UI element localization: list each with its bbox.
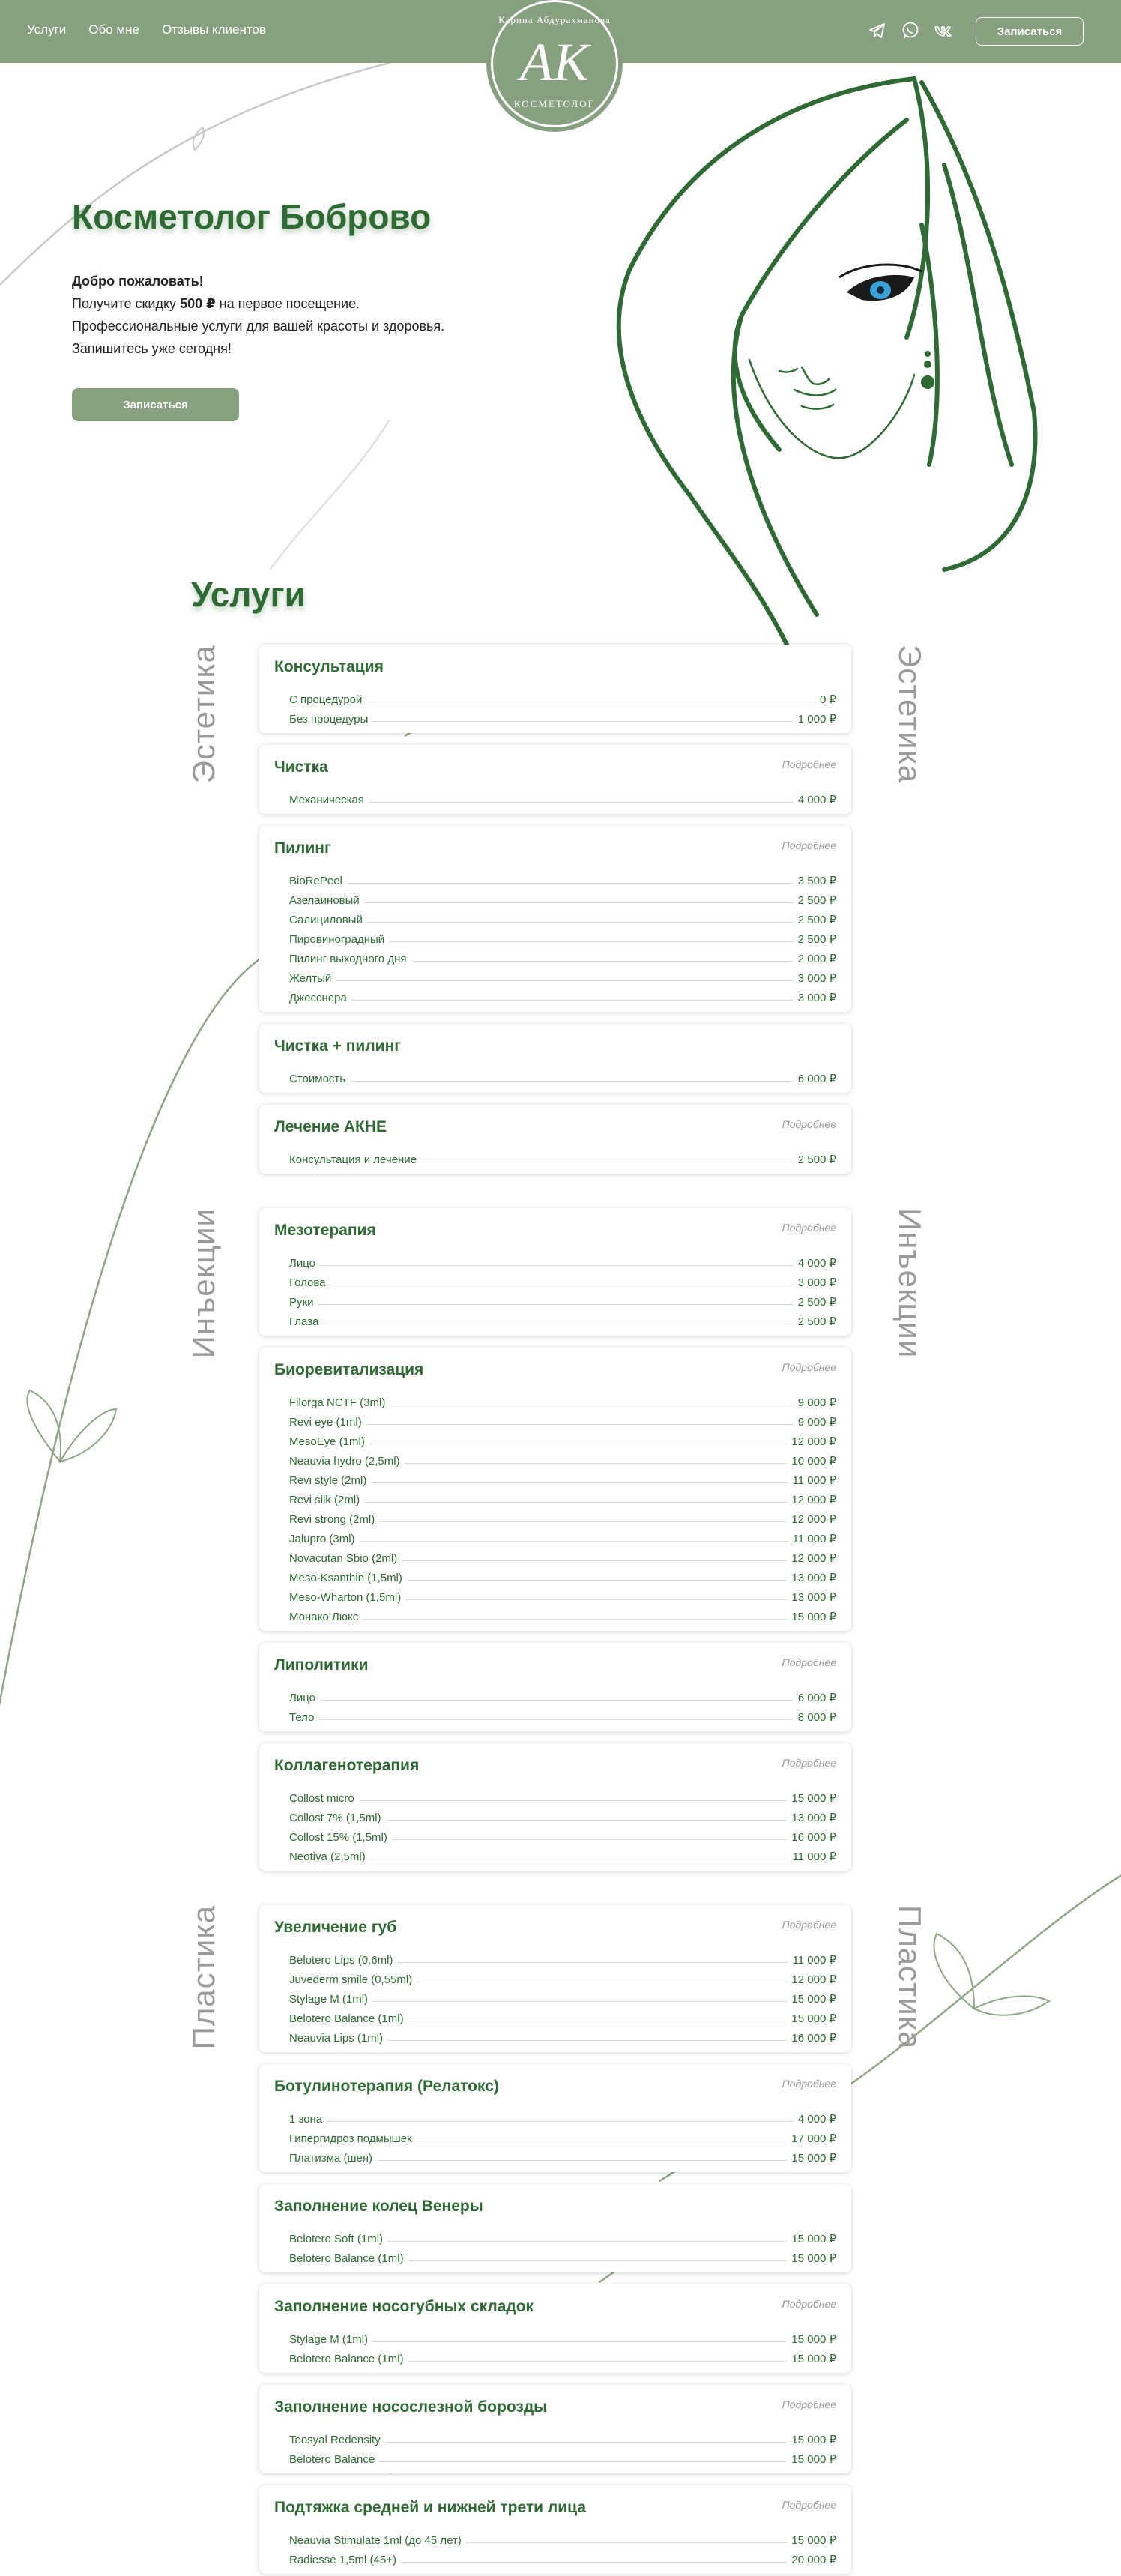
price-row (289, 887, 836, 907)
service-price: 13 000 ₽ (791, 1812, 836, 1824)
service-name: Revi style (2ml) (289, 1474, 367, 1487)
price-row (289, 1565, 836, 1584)
service-price: 12 000 ₽ (791, 1494, 836, 1506)
telegram-icon[interactable] (868, 21, 887, 40)
service-name: Салициловый (289, 914, 363, 926)
service-name: Belotero Lips (0,6ml) (289, 1954, 393, 1967)
more-link[interactable]: Подробнее (782, 1361, 836, 1373)
price-divider (372, 2341, 787, 2342)
nav-link-reviews[interactable]: Отзывы клиентов (161, 22, 266, 37)
price-row (289, 1409, 836, 1429)
service-name: Collost micro (289, 1792, 354, 1805)
service-name: Meso-Wharton (1,5ml) (289, 1591, 402, 1604)
price-divider (350, 1081, 794, 1082)
price-row (289, 2245, 836, 2265)
service-card (259, 645, 851, 733)
more-link[interactable]: Подробнее (782, 839, 836, 851)
price-row (289, 2126, 836, 2145)
category-aesthetics-left: Эстетика (186, 645, 221, 784)
service-card-title: Увеличение губ (274, 1919, 397, 1936)
service-card-title: Заполнение носослезной борозды (274, 2398, 548, 2416)
service-price: 15 000 ₽ (791, 2453, 836, 2466)
price-divider (318, 1304, 793, 1305)
service-price: 3 000 ₽ (797, 992, 836, 1004)
service-card (259, 2385, 851, 2473)
price-row (289, 907, 836, 926)
vk-icon[interactable] (934, 21, 953, 40)
nav-link-about[interactable]: Обо мне (88, 22, 139, 37)
price-list (274, 2106, 836, 2165)
service-price: 10 000 ₽ (791, 1455, 836, 1468)
price-list (274, 1390, 836, 1623)
header-book-button[interactable]: Записаться (976, 17, 1084, 46)
service-name: Revi eye (1ml) (289, 1416, 362, 1429)
price-divider (411, 961, 794, 962)
service-card-title: Ботулинотерапия (Релатокс) (274, 2078, 499, 2095)
price-row (289, 946, 836, 965)
price-row (289, 1584, 836, 1604)
price-row (289, 2346, 836, 2365)
service-name: Пировиноградный (289, 933, 385, 946)
price-divider (405, 1463, 788, 1464)
service-price: 4 000 ₽ (797, 1257, 836, 1270)
service-price: 15 000 ₽ (791, 1792, 836, 1805)
price-divider (372, 2001, 787, 2002)
service-name: Консультация и лечение (289, 1153, 417, 1166)
price-divider (372, 721, 793, 722)
price-divider (408, 2361, 788, 2362)
service-card (259, 2284, 851, 2373)
service-price: 2 500 ₽ (797, 914, 836, 926)
service-card (259, 2485, 851, 2574)
service-card (259, 745, 851, 814)
price-row (289, 687, 836, 706)
price-list (274, 1250, 836, 1328)
service-name: Revi strong (2ml) (289, 1513, 375, 1526)
price-list (274, 787, 836, 806)
service-price: 2 500 ₽ (797, 894, 836, 907)
service-price: 15 000 ₽ (791, 1993, 836, 2006)
price-row (289, 706, 836, 726)
service-card-title: Заполнение носогубных складок (274, 2298, 534, 2315)
service-name: С процедурой (289, 693, 363, 706)
price-row (289, 1390, 836, 1409)
category-plastics-right: Пластика (892, 1905, 928, 2050)
price-divider (402, 1560, 787, 1561)
service-card (259, 826, 851, 1012)
price-divider (318, 1719, 793, 1720)
price-list (274, 1066, 836, 1085)
service-name: Без процедуры (289, 713, 369, 726)
service-name: Juvederm smile (0,55ml) (289, 1973, 413, 1986)
more-link[interactable]: Подробнее (782, 2298, 836, 2310)
price-divider (401, 2562, 787, 2563)
service-name: Radiesse 1,5ml (45+) (289, 2554, 396, 2566)
service-name: Neauvia Lips (1ml) (289, 2032, 384, 2045)
service-name: Стоимость (289, 1073, 346, 1085)
price-divider (466, 2542, 788, 2543)
service-name: Teosyal Redensity (289, 2434, 381, 2446)
service-price: 6 000 ₽ (797, 1073, 836, 1085)
service-card-title: Лечение АКНЕ (274, 1118, 387, 1135)
hero-line-2: Профессиональные услуги для вашей красоты и здоровья. (72, 319, 445, 334)
service-price: 3 000 ₽ (797, 1276, 836, 1289)
hero-line-3: Запишитесь уже сегодня! (72, 341, 232, 356)
price-row (289, 1824, 836, 1844)
service-card-title: Подтяжка средней и нижней трети лица (274, 2499, 587, 2516)
service-card-title: Чистка + пилинг (274, 1037, 402, 1055)
hero-text (72, 270, 444, 360)
price-divider (320, 1265, 794, 1266)
more-link[interactable]: Подробнее (782, 758, 836, 770)
price-row (289, 1506, 836, 1526)
service-name: Stylage M (1ml) (289, 1993, 369, 2006)
price-divider (392, 1839, 788, 1840)
hero-discount-line: Получите скидку 500 ₽ на первое посещение. (72, 296, 360, 311)
price-row (289, 1685, 836, 1704)
price-row (289, 1947, 836, 1967)
price-row (289, 2527, 836, 2547)
price-divider (360, 1541, 788, 1542)
service-card-title: Заполнение колец Венеры (274, 2198, 483, 2215)
price-row (289, 985, 836, 1004)
price-row (289, 965, 836, 985)
price-row (289, 2427, 836, 2446)
price-divider (377, 2160, 787, 2161)
logo-monogram: АК (520, 32, 589, 92)
service-name: Лицо (289, 1692, 315, 1704)
service-name: Jalupro (3ml) (289, 1533, 355, 1545)
service-name: Джесснера (289, 992, 347, 1004)
service-price: 20 000 ₽ (791, 2554, 836, 2566)
service-name: Collost 15% (1,5ml) (289, 1831, 387, 1844)
service-price: 12 000 ₽ (791, 1552, 836, 1565)
price-row (289, 1468, 836, 1487)
service-name: Belotero Balance (1ml) (289, 2252, 404, 2265)
service-price: 16 000 ₽ (791, 1831, 836, 1844)
service-card (259, 2184, 851, 2272)
price-row (289, 868, 836, 887)
service-card-title: Биоревитализация (274, 1361, 424, 1378)
price-row (289, 1309, 836, 1328)
price-divider (385, 2442, 788, 2443)
price-divider (387, 2040, 787, 2041)
category-injections-left: Инъекции (186, 1208, 221, 1359)
service-price: 16 000 ₽ (791, 2032, 836, 2045)
service-price: 11 000 ₽ (792, 1954, 836, 1967)
service-price: 15 000 ₽ (791, 2233, 836, 2245)
service-card (259, 1348, 851, 1631)
price-list (274, 2527, 836, 2566)
price-divider (367, 922, 794, 923)
price-row (289, 926, 836, 946)
service-name: Тело (289, 1711, 315, 1724)
service-name: Filorga NCTF (3ml) (289, 1396, 386, 1409)
service-price: 17 000 ₽ (791, 2132, 836, 2145)
price-list (274, 1685, 836, 1724)
category-plastics-left: Пластика (186, 1905, 221, 2050)
price-row (289, 1526, 836, 1545)
category-injections-right: Инъекции (892, 1208, 928, 1359)
service-name: Belotero Balance (1ml) (289, 2353, 404, 2365)
more-link[interactable]: Подробнее (782, 2398, 836, 2410)
price-divider (387, 2241, 787, 2242)
price-divider (366, 1424, 794, 1425)
price-row (289, 787, 836, 806)
service-price: 2 500 ₽ (797, 933, 836, 946)
price-list (274, 1785, 836, 1863)
service-name: Collost 7% (1,5ml) (289, 1812, 381, 1824)
service-name: BioRePeel (289, 875, 342, 887)
service-price: 11 000 ₽ (792, 1474, 836, 1487)
nav-link-services[interactable]: Услуги (27, 22, 67, 37)
price-row (289, 1704, 836, 1724)
service-name: Belotero Balance (1ml) (289, 2012, 404, 2025)
service-name: Meso-Ksanthin (1,5ml) (289, 1572, 402, 1584)
price-row (289, 2106, 836, 2126)
price-row (289, 1270, 836, 1289)
service-card-title: Мезотерапия (274, 1222, 376, 1239)
woman-face-illustration (592, 75, 1042, 645)
price-divider (347, 883, 794, 884)
service-price: 3 500 ₽ (797, 875, 836, 887)
service-price: 15 000 ₽ (791, 1611, 836, 1623)
more-link[interactable]: Подробнее (782, 2499, 836, 2511)
price-list (274, 2427, 836, 2466)
service-price: 2 500 ₽ (797, 1153, 836, 1166)
price-row (289, 2025, 836, 2045)
service-card (259, 1105, 851, 1174)
price-divider (364, 1502, 787, 1503)
price-row (289, 2226, 836, 2245)
price-divider (363, 1619, 787, 1620)
service-name: Neauvia Stimulate 1ml (до 45 лет) (289, 2534, 462, 2547)
price-row (289, 1487, 836, 1506)
service-price: 13 000 ₽ (791, 1591, 836, 1604)
price-divider (320, 1700, 794, 1701)
service-name: Азелаиновый (289, 894, 360, 907)
logo-name: Карина Абдурахманова (498, 14, 611, 25)
service-price: 1 000 ₽ (797, 713, 836, 726)
service-price: 15 000 ₽ (791, 2012, 836, 2025)
service-price: 13 000 ₽ (791, 1572, 836, 1584)
hero-title: Косметолог Боброво (72, 197, 432, 236)
logo-role: КОСМЕТОЛОГ (513, 98, 596, 109)
service-name: Novacutan Sbio (2ml) (289, 1552, 398, 1565)
service-price: 9 000 ₽ (797, 1396, 836, 1409)
price-row (289, 2006, 836, 2025)
service-name: Монако Люкс (289, 1611, 359, 1623)
price-divider (397, 1962, 788, 1963)
service-price: 15 000 ₽ (791, 2152, 836, 2165)
service-card (259, 1905, 851, 2052)
whatsapp-icon[interactable] (901, 21, 920, 40)
category-aesthetics-right: Эстетика (892, 645, 928, 784)
service-price: 4 000 ₽ (797, 794, 836, 806)
price-row (289, 2547, 836, 2566)
price-divider (389, 941, 794, 942)
hero-greeting: Добро пожаловать! (72, 274, 204, 289)
price-row (289, 1147, 836, 1166)
service-price: 15 000 ₽ (791, 2434, 836, 2446)
service-price: 11 000 ₽ (792, 1533, 836, 1545)
price-row (289, 1967, 836, 1986)
more-link[interactable]: Подробнее (782, 1656, 836, 1668)
service-name: Revi silk (2ml) (289, 1494, 360, 1506)
service-price: 15 000 ₽ (791, 2252, 836, 2265)
price-list (274, 2226, 836, 2265)
price-row (289, 1448, 836, 1468)
service-name: Руки (289, 1296, 314, 1309)
more-link[interactable]: Подробнее (782, 1757, 836, 1769)
service-price: 12 000 ₽ (791, 1513, 836, 1526)
service-price: 6 000 ₽ (797, 1692, 836, 1704)
price-divider (405, 1599, 787, 1600)
service-price: 15 000 ₽ (791, 2333, 836, 2346)
service-price: 4 000 ₽ (797, 2113, 836, 2126)
price-divider (408, 2260, 788, 2261)
price-row (289, 1805, 836, 1824)
service-price: 0 ₽ (819, 693, 836, 706)
price-row (289, 1429, 836, 1448)
service-card-title: Консультация (274, 658, 384, 675)
service-card-title: Липолитики (274, 1656, 369, 1674)
price-divider (379, 2461, 787, 2462)
service-price: 9 000 ₽ (797, 1416, 836, 1429)
price-row (289, 1250, 836, 1270)
price-divider (407, 1580, 788, 1581)
service-name: Желтый (289, 972, 332, 985)
service-price: 12 000 ₽ (791, 1435, 836, 1448)
price-row (289, 2145, 836, 2165)
service-card-title: Коллагенотерапия (274, 1757, 420, 1774)
service-card-title: Чистка (274, 758, 328, 776)
service-name: Neauvia hydro (2,5ml) (289, 1455, 400, 1468)
price-row (289, 1844, 836, 1863)
price-divider (327, 2121, 794, 2122)
service-name: 1 зона (289, 2113, 323, 2126)
service-price: 3 000 ₽ (797, 972, 836, 985)
more-link[interactable]: Подробнее (782, 1919, 836, 1931)
service-price: 8 000 ₽ (797, 1711, 836, 1724)
service-name: Пилинг выходного дня (289, 953, 407, 965)
social-links (868, 21, 953, 40)
price-list (274, 1947, 836, 2045)
service-card (259, 1743, 851, 1871)
service-card (259, 1643, 851, 1731)
service-price: 2 500 ₽ (797, 1296, 836, 1309)
site-header (0, 0, 1121, 109)
service-name: Механическая (289, 794, 365, 806)
service-name: Belotero Balance (289, 2453, 375, 2466)
discount-amount: 500 ₽ (180, 296, 216, 311)
service-price: 12 000 ₽ (791, 1973, 836, 1986)
price-divider (379, 1521, 787, 1522)
price-divider (351, 1000, 794, 1001)
price-row (289, 1066, 836, 1085)
more-link[interactable]: Подробнее (782, 1222, 836, 1234)
price-divider (364, 902, 794, 903)
price-divider (369, 802, 794, 803)
service-name: Stylage M (1ml) (289, 2333, 369, 2346)
price-row (289, 1986, 836, 2006)
hero-book-button[interactable]: Записаться (72, 388, 239, 421)
services-title: Услуги (191, 575, 306, 614)
service-card-title: Пилинг (274, 839, 331, 857)
service-name: Платизма (шея) (289, 2152, 372, 2165)
service-price: 2 000 ₽ (797, 953, 836, 965)
service-price: 2 500 ₽ (797, 1315, 836, 1328)
service-name: Belotero Soft (1ml) (289, 2233, 384, 2245)
more-link[interactable]: Подробнее (782, 2078, 836, 2090)
price-list (274, 1147, 836, 1166)
service-card (259, 2064, 851, 2172)
price-row (289, 1785, 836, 1805)
price-row (289, 2446, 836, 2466)
main-nav (27, 22, 266, 37)
service-name: Лицо (289, 1257, 315, 1270)
price-list (274, 687, 836, 726)
price-row (289, 1545, 836, 1565)
price-list (274, 868, 836, 1004)
service-name: MesoEye (1ml) (289, 1435, 365, 1448)
price-divider (359, 1800, 788, 1801)
price-row (289, 1604, 836, 1623)
service-price: 11 000 ₽ (792, 1850, 836, 1863)
price-divider (386, 1820, 788, 1821)
service-card (259, 1024, 851, 1093)
more-link[interactable]: Подробнее (782, 1118, 836, 1130)
service-card (259, 1208, 851, 1336)
price-divider (371, 1482, 788, 1483)
price-row (289, 2326, 836, 2346)
service-name: Голова (289, 1276, 326, 1289)
service-price: 15 000 ₽ (791, 2353, 836, 2365)
price-divider (336, 980, 793, 981)
service-price: 15 000 ₽ (791, 2534, 836, 2547)
price-list (274, 2326, 836, 2365)
service-name: Гипергидроз подмышек (289, 2132, 412, 2145)
service-name: Глаза (289, 1315, 319, 1328)
price-row (289, 1289, 836, 1309)
service-name: Neotiva (2,5ml) (289, 1850, 366, 1863)
